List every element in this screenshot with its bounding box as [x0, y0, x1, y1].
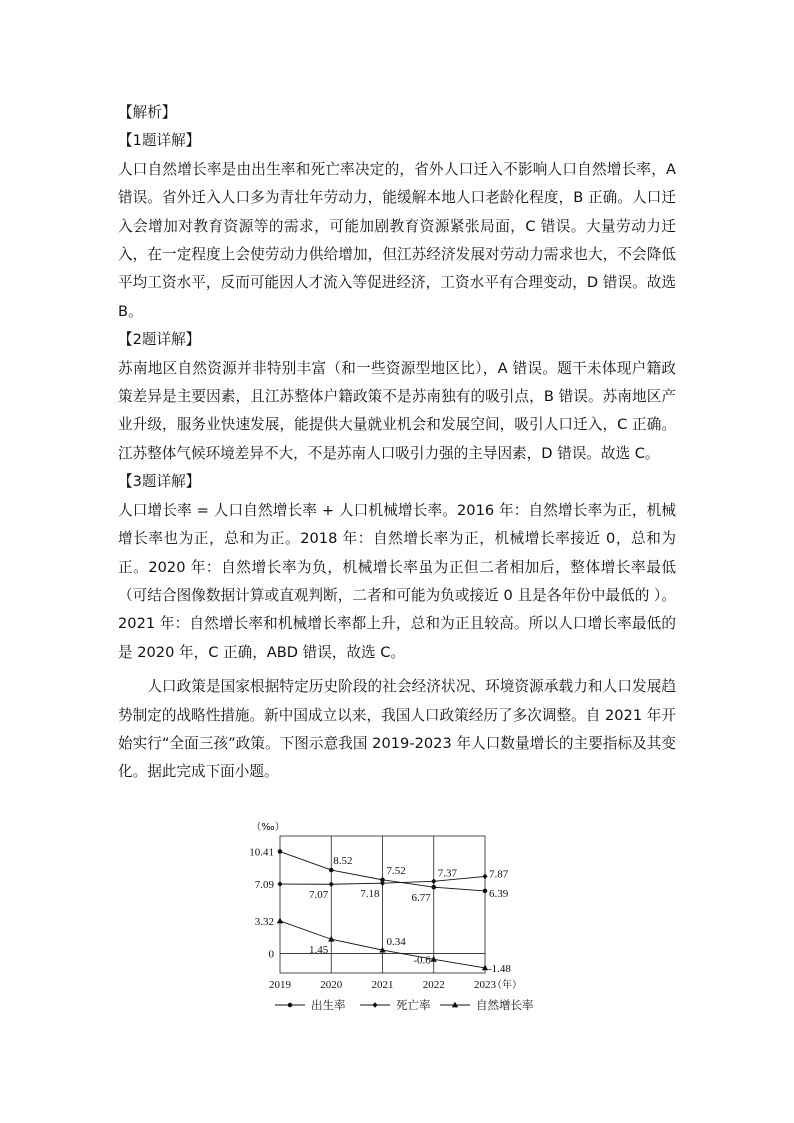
birth-rate-point — [329, 868, 334, 873]
data-label: 7.52 — [386, 864, 406, 877]
x-tick-label: 2022 — [422, 979, 445, 991]
natural-growth-point — [452, 1002, 458, 1008]
y-tick-label: 3.32 — [254, 915, 274, 928]
x-tick-label: 2023 — [474, 979, 496, 991]
x-tick-label: 2019 — [269, 979, 291, 991]
analysis-heading: 【解析】 — [118, 104, 177, 121]
x-tick-label: 2021 — [371, 979, 394, 991]
death-rate-point — [431, 879, 436, 885]
data-label: -0.6 — [413, 954, 431, 967]
natural-growth-point — [277, 918, 283, 924]
population-line-chart — [230, 818, 560, 1018]
legend-label: 死亡率 — [396, 998, 431, 1012]
birth-rate-point — [278, 849, 283, 854]
birth-rate-point — [483, 889, 488, 894]
intro-paragraph: 人口政策是国家根据特定历史阶段的社会经济状况、环境资源承载力和人口发展趋势制定的战略性措施。新中国成立以来，我国人口政策经历了多次调整。自 2021 年开始实行“全面三孩”政策。下图示意我国 2019-2023 年人口数量增长的主要指标及其变化。据此完成下面小题。 — [118, 678, 676, 781]
data-label: -1.48 — [488, 962, 511, 975]
data-label: 7.37 — [437, 867, 457, 880]
data-label: 7.87 — [489, 868, 509, 881]
legend-label: 自然增长率 — [476, 998, 534, 1012]
birth-rate-point — [431, 885, 436, 890]
q2-explanation: 苏南地区自然资源并非特别丰富（和一些资源型地区比），A 错误。题干未体现户籍政策差异是主要因素，且江苏整体户籍政策不是苏南独有的吸引点，B 错误。苏南地区产业升级，服务业快速发展，能提供大量就业机会和发展空间，吸引人口迁入，C 正确。江苏整体气候环境差异不大，不是苏南人口吸引力强的主导因素，D 错误。故选 C。 — [118, 359, 676, 462]
q1-heading: 【1题详解】 — [118, 132, 201, 150]
x-tick-label: 2020 — [320, 979, 343, 991]
data-label: 7.18 — [360, 888, 380, 901]
y-tick-label: 10.41 — [249, 846, 274, 859]
q1-explanation: 人口自然增长率是由出生率和死亡率决定的，省外人口迁入不影响人口自然增长率，A 错误。省外迁入人口多为青壮年劳动力，能缓解本地人口老龄化程度，B 正确。人口迁入会增加对教育资源等的需求，可能加剧教育资源紧张局面，C 错误。大量劳动力迁入，在一定程度上会使劳动力供给增加，但江苏经济发展对劳动力需求也大，不会降低平均工资水平，反而可能因人才流入等促进经济，工资水平有合理变动，D 错误。故选 B。 — [118, 160, 676, 320]
y-tick-label: 0 — [268, 948, 274, 961]
birth-rate-point — [288, 1003, 293, 1008]
death-rate-point — [372, 1002, 377, 1008]
data-label: 7.07 — [309, 889, 329, 902]
data-label: 1.45 — [309, 944, 329, 957]
legend-label: 出生率 — [311, 998, 346, 1012]
data-label: 8.52 — [333, 855, 353, 868]
chart-svg — [230, 818, 560, 1018]
death-rate-point — [277, 881, 282, 887]
death-rate-point — [482, 874, 487, 880]
y-unit-label: （‰） — [251, 822, 285, 833]
document-body — [118, 99, 676, 787]
y-tick-label: 7.09 — [254, 879, 274, 892]
data-label: 6.39 — [489, 887, 509, 900]
q2-heading: 【2题详解】 — [118, 331, 201, 349]
x-unit-label: （年） — [492, 980, 522, 991]
q3-explanation: 人口增长率 = 人口自然增长率 + 人口机械增长率。2016 年：自然增长率为正，机械增长率也为正，总和为正。2018 年：自然增长率为正，机械增长率接近 0，总和为正。2020 年：自然增长率为负，机械增长率虽为正但二者相加后，整体增长率最低（可结合图像数据计算或直观判断，二者和可能为负或接近 0 且是各年份中最低的 ）。2021 年：自然增长率和机械增长率都上升，总和为正且较高。所以人口增长率最低的是 2020 年，C 正确，ABD 错误，故选 C。 — [118, 501, 676, 661]
data-label: 6.77 — [411, 892, 431, 905]
death-rate-point — [329, 881, 334, 887]
data-label: 0.34 — [386, 936, 406, 949]
q3-heading: 【3题详解】 — [118, 473, 201, 491]
